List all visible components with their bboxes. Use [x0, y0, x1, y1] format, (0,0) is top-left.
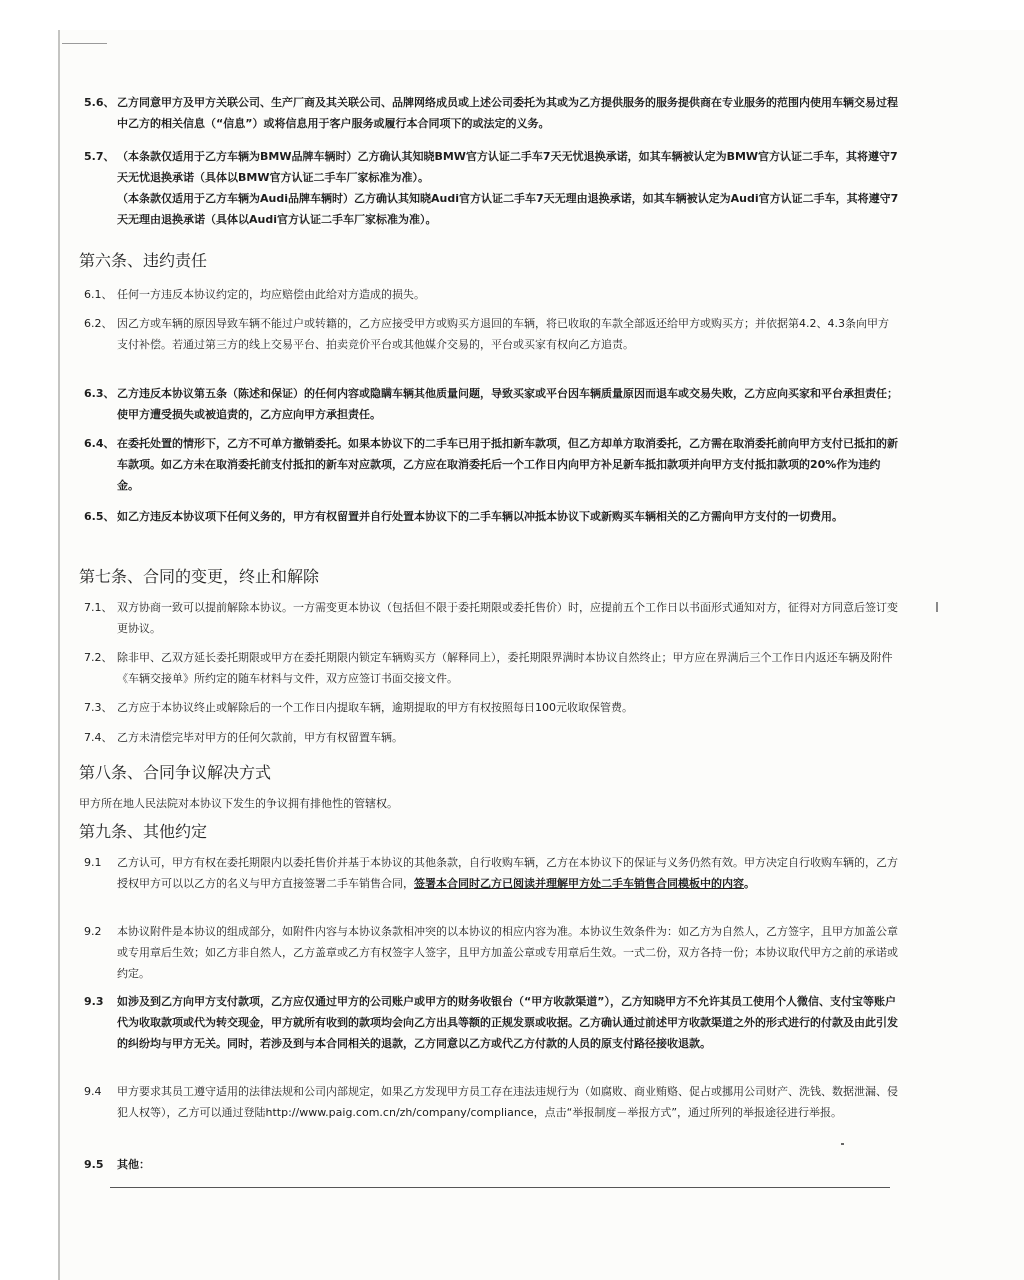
clause-number: 9.1: [84, 856, 102, 869]
clause-text: 如涉及到乙方向甲方支付款项，乙方应仅通过甲方的公司账户或甲方的财务收银台（“甲方收款渠道”），乙方知晓甲方不允许其员工使用个人微信、支付宝等账户代为收取款项或代为转交现金，甲方就所有收到的款项均会向乙方出具等额的正规发票或收据。乙方确认通过前述甲方收款渠道之外的形式进行的付款及由此引发的纠纷均与甲方无关。同时，若涉及到与本合同相关的退款，乙方同意以乙方或代乙方付款的人员的原支付路径接收退款。: [117, 995, 898, 1050]
clause-number: 6.5、: [84, 510, 115, 523]
section-heading-7: 第七条、合同的变更，终止和解除: [79, 567, 320, 586]
scan-mark-right: [936, 602, 938, 612]
clause-text: 除非甲、乙双方延长委托期限或甲方在委托期限内锁定车辆购买方（解释同上），委托期限界满时本协议自然终止；甲方应在界满后三个工作日内返还车辆及附件《车辆交接单》所约定的随车材料与文件，双方应签订书面交接文件。: [117, 651, 893, 685]
clause-number: 9.5: [84, 1158, 104, 1171]
section-8-text: 甲方所在地人民法院对本协议下发生的争议拥有排他性的管辖权。: [79, 797, 398, 810]
clause-number: 6.1、: [84, 288, 113, 301]
clause-text: 任何一方违反本协议约定的，均应赔偿由此给对方造成的损失。: [117, 288, 425, 301]
clause-text: 甲方要求其员工遵守适用的法律法规和公司内部规定，如果乙方发现甲方员工存在违法违规行为（如腐败、商业贿赂、促占或挪用公司财产、洗钱、数据泄漏、侵犯人权等），乙方可以通过登陆http://www.paig.com.cn/zh/company/compliance，点击“举报制度－举报方式”，通过所列的举报途径进行举报。: [117, 1085, 898, 1119]
clause-number: 5.6、: [84, 96, 115, 109]
clause-body: 乙方认可，甲方有权在委托期限内以委托售价并基于本协议的其他条款，自行收购车辆，乙方在本协议下的保证与义务仍然有效。甲方决定自行收购车辆的，乙方授权甲方可以以乙方的名义与甲方直接签署二手车销售合同，: [117, 856, 898, 890]
clause-number: 7.3、: [84, 701, 113, 714]
clause-text: 本协议附件是本协议的组成部分，如附件内容与本协议条款相冲突的以本协议的相应内容为准。本协议生效条件为：如乙方为自然人，乙方签字，且甲方加盖公章或专用章后生效；如乙方非自然人，乙方盖章或乙方有权签字人签字，且甲方加盖公章或专用章后生效。一式二份，双方各持一份；本协议取代甲方之前的承诺或约定。: [117, 925, 898, 980]
section-heading-9: 第九条、其他约定: [79, 822, 208, 841]
clause-number: 7.1、: [84, 601, 113, 614]
clause-number: 9.3: [84, 995, 104, 1008]
clause-number: 9.2: [84, 925, 102, 938]
clause-number: 5.7、: [84, 150, 115, 163]
clause-number: 6.3、: [84, 387, 115, 400]
clause-text: 在委托处置的情形下，乙方不可单方撤销委托。如果本协议下的二手车已用于抵扣新车款项，但乙方却单方取消委托，乙方需在取消委托前向甲方支付已抵扣的新车款项。如乙方未在取消委托前支付抵扣的新车对应款项，乙方应在取消委托后一个工作日内向甲方补足新车抵扣款项并向甲方支付抵扣款项的20%作为违约金。: [117, 437, 898, 492]
clause-number: 9.4: [84, 1085, 102, 1098]
clause-text-bmw: （本条款仅适用于乙方车辆为BMW品牌车辆时）乙方确认其知晓BMW官方认证二手车7天无忧退换承诺，如其车辆被认定为BMW官方认证二手车，其将遵守7天无忧退换承诺（具体以BMW官方认证二手车厂家标准为准）。: [117, 150, 898, 184]
clause-text-audi: （本条款仅适用于乙方车辆为Audi品牌车辆时）乙方确认其知晓Audi官方认证二手车7天无理由退换承诺，如其车辆被认定为Audi官方认证二手车，其将遵守7天无理由退换承诺（具体以Audi官方认证二手车厂家标准为准）。: [117, 192, 899, 226]
clause-text: 乙方未清偿完毕对甲方的任何欠款前，甲方有权留置车辆。: [117, 731, 403, 744]
section-heading-8: 第八条、合同争议解决方式: [79, 763, 272, 782]
section-heading-6: 第六条、违约责任: [79, 251, 208, 270]
clause-text: 乙方同意甲方及甲方关联公司、生产厂商及其关联公司、品牌网络成员或上述公司委托为其或为乙方提供服务的服务提供商在专业服务的范围内使用车辆交易过程中乙方的相关信息（“信息”）或将信息用于客户服务或履行本合同项下的或法定的义务。: [117, 96, 898, 130]
underlined-statement: 签署本合同时乙方已阅读并理解甲方处二手车销售合同模板中的内容: [414, 877, 744, 890]
clause-text: 如乙方违反本协议项下任何义务的，甲方有权留置并自行处置本协议下的二手车辆以冲抵本协议下或新购买车辆相关的乙方需向甲方支付的一切费用。: [117, 510, 843, 523]
clause-end: 。: [744, 877, 755, 890]
clause-number: 7.2、: [84, 651, 113, 664]
clause-text: 双方协商一致可以提前解除本协议。一方需变更本协议（包括但不限于委托期限或委托售价）时，应提前五个工作日以书面形式通知对方，征得对方同意后签订变更协议。: [117, 601, 898, 635]
clause-text: [117, 852, 899, 894]
scan-mark: [62, 43, 107, 44]
clause-text: 其他：: [117, 1158, 150, 1171]
clause-number: 6.2、: [84, 317, 113, 330]
clause-text: 乙方违反本协议第五条（陈述和保证）的任何内容或隐瞒车辆其他质量问题，导致买家或平台因车辆质量原因而退车或交易失败，乙方应向买家和平台承担责任；使甲方遭受损失或被追责的，乙方应向甲方承担责任。: [117, 387, 898, 421]
clause-number: 7.4、: [84, 731, 113, 744]
clause-text: 因乙方或车辆的原因导致车辆不能过户或转籍的，乙方应接受甲方或购买方退回的车辆，将已收取的车款全部返还给甲方或购买方；并依据第4.2、4.3条向甲方支付补偿。若通过第三方的线上交易平台、拍卖竞价平台或其他媒介交易的，平台或买家有权向乙方追责。: [117, 317, 889, 351]
clause-number: 6.4、: [84, 437, 115, 450]
clause-text: 乙方应于本协议终止或解除后的一个工作日内提取车辆，逾期提取的甲方有权按照每日100元收取保管费。: [117, 701, 633, 714]
scan-speck: [841, 1143, 844, 1145]
blank-fill-line: [110, 1187, 890, 1188]
